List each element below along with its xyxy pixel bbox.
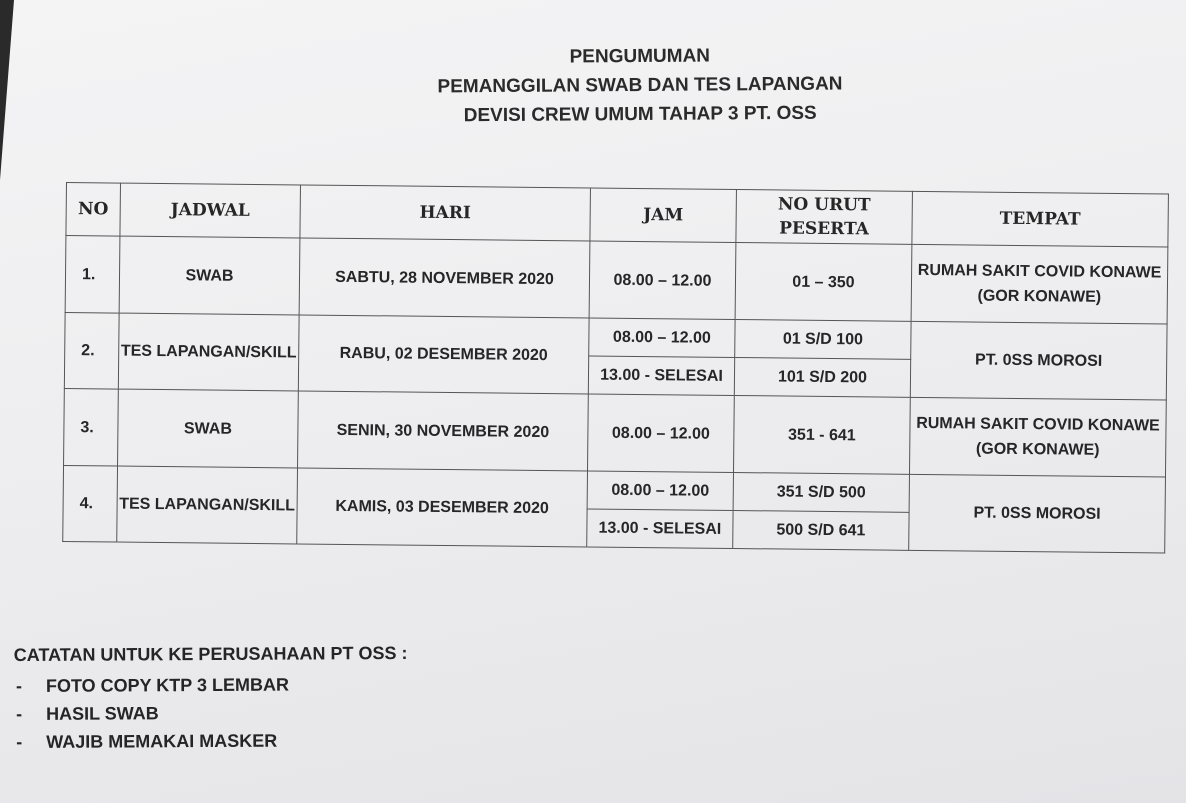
row-number: 1. [65,236,120,314]
notes-section [14,643,408,756]
column-header-jam: JAM [590,188,737,243]
column-header-hari: HARI [300,185,591,241]
row-peserta: 01 S/D 100 [735,320,911,360]
row-jam: 13.00 - SELESAI [587,509,733,549]
row-hari: SABTU, 28 NOVEMBER 2020 [299,238,590,318]
row-jadwal: SWAB [119,236,300,315]
row-jam: 08.00 – 12.00 [587,471,733,511]
column-header-jadwal: JADWAL [120,183,301,238]
notes-title: CATATAN UNTUK KE PERUSAHAAN PT OSS : [13,642,408,666]
row-hari: KAMIS, 03 DESEMBER 2020 [297,468,588,547]
notes-item-text: WAJIB MEMAKAI MASKER [46,730,278,752]
table-row [64,388,1167,477]
bullet-dash: - [16,731,23,752]
row-hari: SENIN, 30 NOVEMBER 2020 [298,391,589,471]
row-tempat: RUMAH SAKIT COVID KONAWE (GOR KONAWE) [909,397,1166,477]
notes-item [14,670,408,700]
row-jadwal: SWAB [118,389,299,468]
row-jadwal: TES LAPANGAN/SKILL [118,313,299,391]
table-row [65,236,1168,325]
row-jam: 13.00 - SELESAI [588,356,734,396]
column-header-no: NO [66,183,121,237]
row-jam: 08.00 – 12.00 [589,318,735,358]
row-jam: 08.00 – 12.00 [589,241,736,320]
schedule-table-wrapper [62,182,1168,554]
row-number: 4. [63,465,118,542]
row-tempat: PT. 0SS MOROSI [909,474,1166,553]
row-jadwal: TES LAPANGAN/SKILL [117,466,298,544]
row-hari: RABU, 02 DESEMBER 2020 [298,315,589,394]
row-peserta: 351 S/D 500 [733,473,909,513]
notes-item [14,698,408,728]
background-edge [0,0,14,180]
announcement-header [300,40,981,132]
notes-item-text: FOTO COPY KTP 3 LEMBAR [45,674,290,696]
row-tempat: PT. 0SS MOROSI [910,321,1167,400]
row-jam: 08.00 – 12.00 [588,394,735,473]
column-header-tempat: TEMPAT [912,191,1169,247]
row-tempat: RUMAH SAKIT COVID KONAWE (GOR KONAWE) [911,244,1168,324]
row-peserta: 351 - 641 [733,396,910,475]
row-number: 2. [64,312,119,389]
bullet-dash: - [16,703,23,724]
row-peserta: 101 S/D 200 [734,358,910,398]
schedule-table [62,182,1169,554]
row-peserta: 500 S/D 641 [733,511,909,551]
header-division: DEVISI CREW UMUM TAHAP 3 PT. OSS [463,102,817,127]
header-subtitle: PEMANGGILAN SWAB DAN TES LAPANGAN [437,73,843,98]
row-peserta: 01 – 350 [735,243,912,322]
column-header-no-urut-peserta: NO URUT PESERTA [736,190,913,245]
notes-item [14,726,408,756]
notes-item-text: HASIL SWAB [46,702,159,724]
bullet-dash: - [15,675,22,696]
row-number: 3. [64,388,119,466]
header-title: PENGUMUMAN [569,45,711,68]
